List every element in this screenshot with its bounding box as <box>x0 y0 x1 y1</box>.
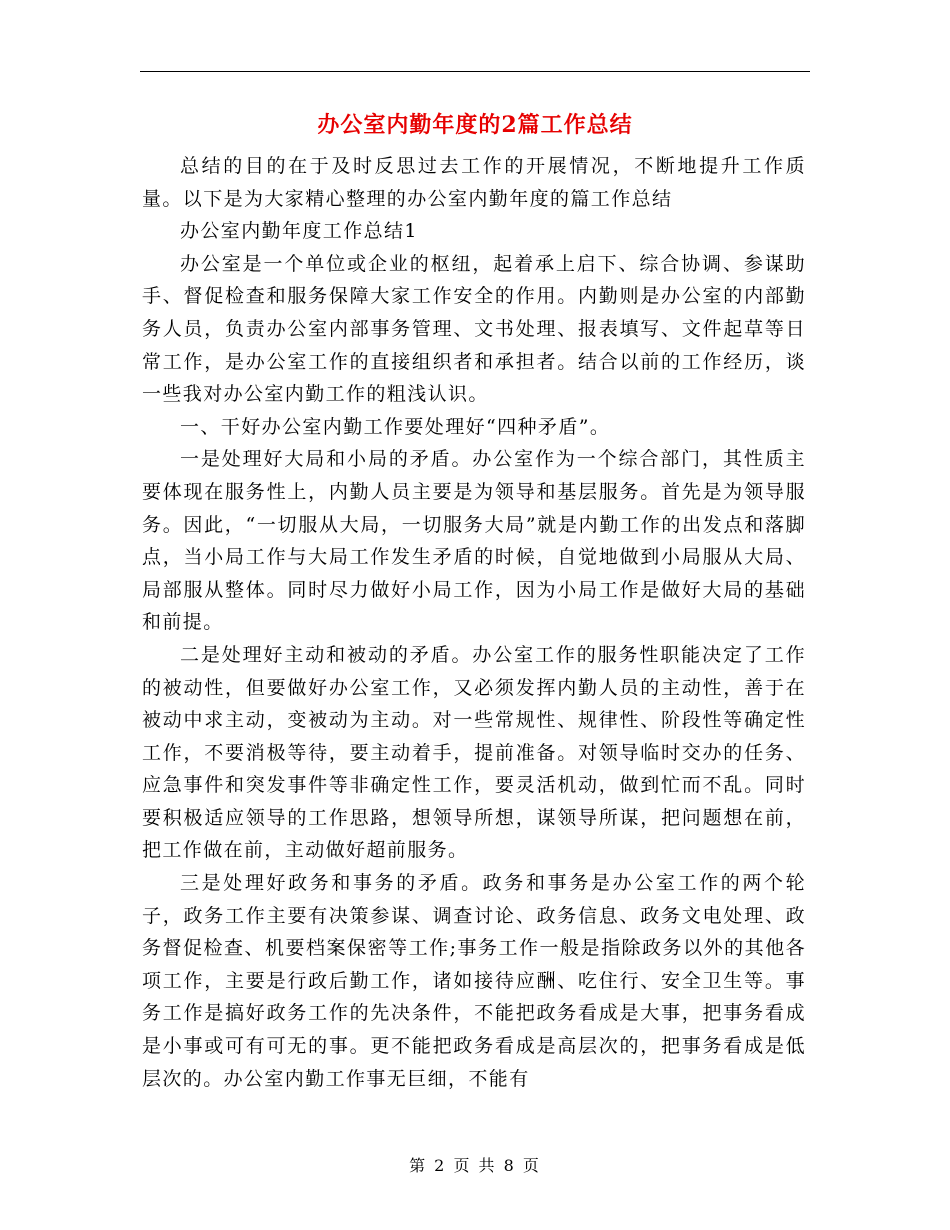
paragraph-intro: 总结的目的在于及时反思过去工作的开展情况，不断地提升工作质量。以下是为大家精心整理的办公室内勤年度的篇工作总结 <box>142 155 806 210</box>
section-heading-1: 办公室内勤年度工作总结1 <box>180 220 418 243</box>
paragraph: 一是处理好大局和小局的矛盾。办公室作为一个综合部门，其性质主要体现在服务性上，内勤人员主要是为领导和基层服务。首先是为领导服务。因此，“一切服从大局，一切服务大局”就是内勤工作的出发点和落脚点，当小局工作与大局工作发生矛盾的时候，自觉地做到小局服从大局、局部服从整体。同时尽力做好小局工作，因为小局工作是做好大局的基础和前提。 <box>142 448 806 634</box>
paragraph: 三是处理好政务和事务的矛盾。政务和事务是办公室工作的两个轮子，政务工作主要有决策参谋、调查讨论、政务信息、政务文电处理、政务督促检查、机要档案保密等工作;事务工作一般是指除政务以外的其他各项工作，主要是行政后勤工作，诸如接待应酬、吃住行、安全卫生等。事务工作是搞好政务工作的先决条件，不能把政务看成是大事，把事务看成是小事或可有可无的事。更不能把政务看成是高层次的，把事务看成是低层次的。办公室内勤工作事无巨细，不能有 <box>142 872 806 1090</box>
document-title: 办公室内勤年度的2篇工作总结 <box>317 112 633 138</box>
header-rule <box>140 71 810 72</box>
document-body <box>142 150 806 1095</box>
page-number: 第 2 页 共 8 页 <box>409 1156 541 1175</box>
subsection-heading: 一、干好办公室内勤工作要处理好“四种矛盾”。 <box>180 415 611 438</box>
paragraph: 二是处理好主动和被动的矛盾。办公室工作的服务性职能决定了工作的被动性，但要做好办公室工作，又必须发挥内勤人员的主动性，善于在被动中求主动，变被动为主动。对一些常规性、规律性、阶段性等确定性工作，不要消极等待，要主动着手，提前准备。对领导临时交办的任务、应急事件和突发事件等非确定性工作，要灵活机动，做到忙而不乱。同时要积极适应领导的工作思路，想领导所想，谋领导所谋，把问题想在前，把工作做在前，主动做好超前服务。 <box>142 643 806 862</box>
paragraph: 办公室是一个单位或企业的枢纽，起着承上启下、综合协调、参谋助手、督促检查和服务保障大家工作安全的作用。内勤则是办公室的内部勤务人员，负责办公室内部事务管理、文书处理、报表填写、文件起草等日常工作，是办公室工作的直接组织者和承担者。结合以前的工作经历，谈一些我对办公室内勤工作的粗浅认识。 <box>142 252 806 406</box>
